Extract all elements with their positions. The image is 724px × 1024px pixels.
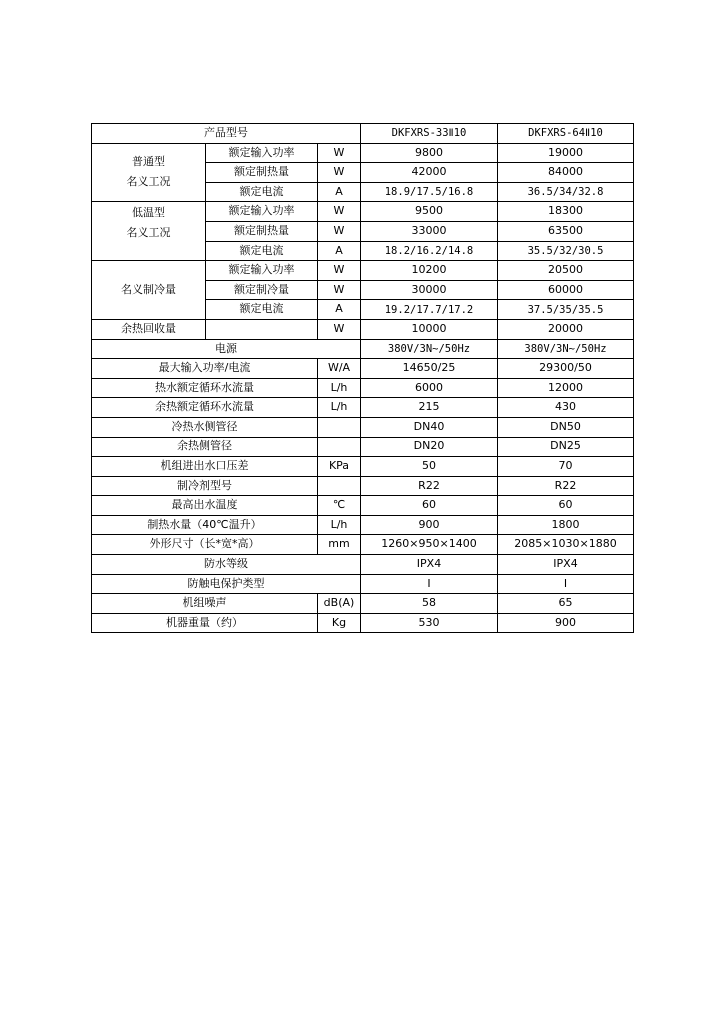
row-value-b: 37.5/35/35.5 <box>498 300 634 320</box>
row-value-a: 18.9/17.5/16.8 <box>361 182 498 202</box>
group-low-temp-line1: 低温型 <box>132 206 165 220</box>
row-value-b: 70 <box>498 457 634 477</box>
group-normal-line1: 普通型 <box>132 155 165 169</box>
row-value-a: 10200 <box>361 261 498 281</box>
row-unit <box>318 417 361 437</box>
table-row <box>92 261 634 281</box>
row-name: 防水等级 <box>92 555 361 575</box>
row-value-b: 60000 <box>498 280 634 300</box>
table-row <box>92 417 634 437</box>
header-model-a: DKFXRS-33Ⅱ10 <box>361 124 498 144</box>
table-row <box>92 515 634 535</box>
row-value-b: 60 <box>498 496 634 516</box>
row-value-a: 380V/3N~/50Hz <box>361 339 498 359</box>
row-name: 机组噪声 <box>92 594 318 614</box>
row-name-empty <box>206 319 318 339</box>
group-cooling: 名义制冷量 <box>92 261 206 320</box>
row-value-a: 900 <box>361 515 498 535</box>
table-row <box>92 143 634 163</box>
row-value-b: IPX4 <box>498 555 634 575</box>
group-heat-recovery: 余热回收量 <box>92 319 206 339</box>
row-unit: ℃ <box>318 496 361 516</box>
row-value-b: 20500 <box>498 261 634 281</box>
row-unit: W <box>318 143 361 163</box>
row-value-b: 12000 <box>498 378 634 398</box>
row-value-b: 18300 <box>498 202 634 222</box>
row-value-b: 900 <box>498 613 634 633</box>
table-row <box>92 398 634 418</box>
row-unit: A <box>318 182 361 202</box>
group-low-temp-line2: 名义工况 <box>126 226 171 240</box>
row-name: 额定制热量 <box>206 221 318 241</box>
row-value-a: 10000 <box>361 319 498 339</box>
row-value-a: 18.2/16.2/14.8 <box>361 241 498 261</box>
row-value-a: 6000 <box>361 378 498 398</box>
row-name: 额定电流 <box>206 241 318 261</box>
table-row <box>92 613 634 633</box>
table-row <box>92 437 634 457</box>
row-value-b: 36.5/34/32.8 <box>498 182 634 202</box>
row-value-a: IPX4 <box>361 555 498 575</box>
row-unit: L/h <box>318 398 361 418</box>
row-name: 最大输入功率/电流 <box>92 359 318 379</box>
row-name: 电源 <box>92 339 361 359</box>
table-row <box>92 457 634 477</box>
row-value-a: 33000 <box>361 221 498 241</box>
row-name: 防触电保护类型 <box>92 574 361 594</box>
row-unit: L/h <box>318 378 361 398</box>
row-value-a: R22 <box>361 476 498 496</box>
row-unit: W <box>318 202 361 222</box>
row-unit <box>318 476 361 496</box>
row-value-b: DN25 <box>498 437 634 457</box>
group-normal <box>92 143 206 202</box>
row-value-b: 20000 <box>498 319 634 339</box>
row-value-a: DN40 <box>361 417 498 437</box>
row-value-a: 530 <box>361 613 498 633</box>
header-label: 产品型号 <box>92 124 361 144</box>
row-value-a: 14650/25 <box>361 359 498 379</box>
row-name: 余热额定循环水流量 <box>92 398 318 418</box>
table-row <box>92 496 634 516</box>
row-value-b: 63500 <box>498 221 634 241</box>
row-name: 热水额定循环水流量 <box>92 378 318 398</box>
row-name: 机组进出水口压差 <box>92 457 318 477</box>
row-unit: L/h <box>318 515 361 535</box>
row-unit: KPa <box>318 457 361 477</box>
row-value-a: 30000 <box>361 280 498 300</box>
row-value-a: 50 <box>361 457 498 477</box>
row-name: 额定电流 <box>206 300 318 320</box>
row-value-a: I <box>361 574 498 594</box>
row-value-b: DN50 <box>498 417 634 437</box>
row-name: 余热侧管径 <box>92 437 318 457</box>
table-row <box>92 202 634 222</box>
table-row <box>92 594 634 614</box>
row-name: 外形尺寸（长*宽*高） <box>92 535 318 555</box>
row-name: 额定电流 <box>206 182 318 202</box>
row-value-a: 58 <box>361 594 498 614</box>
row-value-a: 9500 <box>361 202 498 222</box>
row-unit: W <box>318 163 361 183</box>
row-name: 制热水量（40℃温升） <box>92 515 318 535</box>
row-value-b: 65 <box>498 594 634 614</box>
row-value-b: 1800 <box>498 515 634 535</box>
table-row <box>92 476 634 496</box>
group-normal-line2: 名义工况 <box>126 175 171 189</box>
row-name: 制冷剂型号 <box>92 476 318 496</box>
row-value-b: R22 <box>498 476 634 496</box>
row-unit: W <box>318 280 361 300</box>
row-value-b: 19000 <box>498 143 634 163</box>
row-unit <box>318 437 361 457</box>
table-header-row <box>92 124 634 144</box>
row-name: 机器重量（约） <box>92 613 318 633</box>
row-unit: dB(A) <box>318 594 361 614</box>
row-value-b: 380V/3N~/50Hz <box>498 339 634 359</box>
table-row <box>92 574 634 594</box>
row-value-b: 2085×1030×1880 <box>498 535 634 555</box>
row-name: 额定制热量 <box>206 163 318 183</box>
row-name: 冷热水侧管径 <box>92 417 318 437</box>
row-value-a: 215 <box>361 398 498 418</box>
row-name: 额定输入功率 <box>206 202 318 222</box>
row-unit: A <box>318 241 361 261</box>
row-value-a: DN20 <box>361 437 498 457</box>
row-value-a: 19.2/17.7/17.2 <box>361 300 498 320</box>
row-unit: A <box>318 300 361 320</box>
row-unit: W <box>318 319 361 339</box>
row-unit: W <box>318 261 361 281</box>
row-value-a: 9800 <box>361 143 498 163</box>
row-name: 最高出水温度 <box>92 496 318 516</box>
row-value-b: 84000 <box>498 163 634 183</box>
table-row <box>92 339 634 359</box>
table-row <box>92 555 634 575</box>
row-unit: W <box>318 221 361 241</box>
row-value-b: 29300/50 <box>498 359 634 379</box>
row-name: 额定输入功率 <box>206 261 318 281</box>
row-value-b: 430 <box>498 398 634 418</box>
row-value-b: I <box>498 574 634 594</box>
row-unit: W/A <box>318 359 361 379</box>
group-low-temp <box>92 202 206 261</box>
row-name: 额定制冷量 <box>206 280 318 300</box>
spec-table <box>91 123 634 633</box>
header-model-b: DKFXRS-64Ⅱ10 <box>498 124 634 144</box>
row-value-a: 1260×950×1400 <box>361 535 498 555</box>
table-row <box>92 535 634 555</box>
row-value-a: 60 <box>361 496 498 516</box>
row-value-b: 35.5/32/30.5 <box>498 241 634 261</box>
row-name: 额定输入功率 <box>206 143 318 163</box>
table-row <box>92 378 634 398</box>
table-row <box>92 319 634 339</box>
row-unit: mm <box>318 535 361 555</box>
row-value-a: 42000 <box>361 163 498 183</box>
row-unit: Kg <box>318 613 361 633</box>
table-row <box>92 359 634 379</box>
